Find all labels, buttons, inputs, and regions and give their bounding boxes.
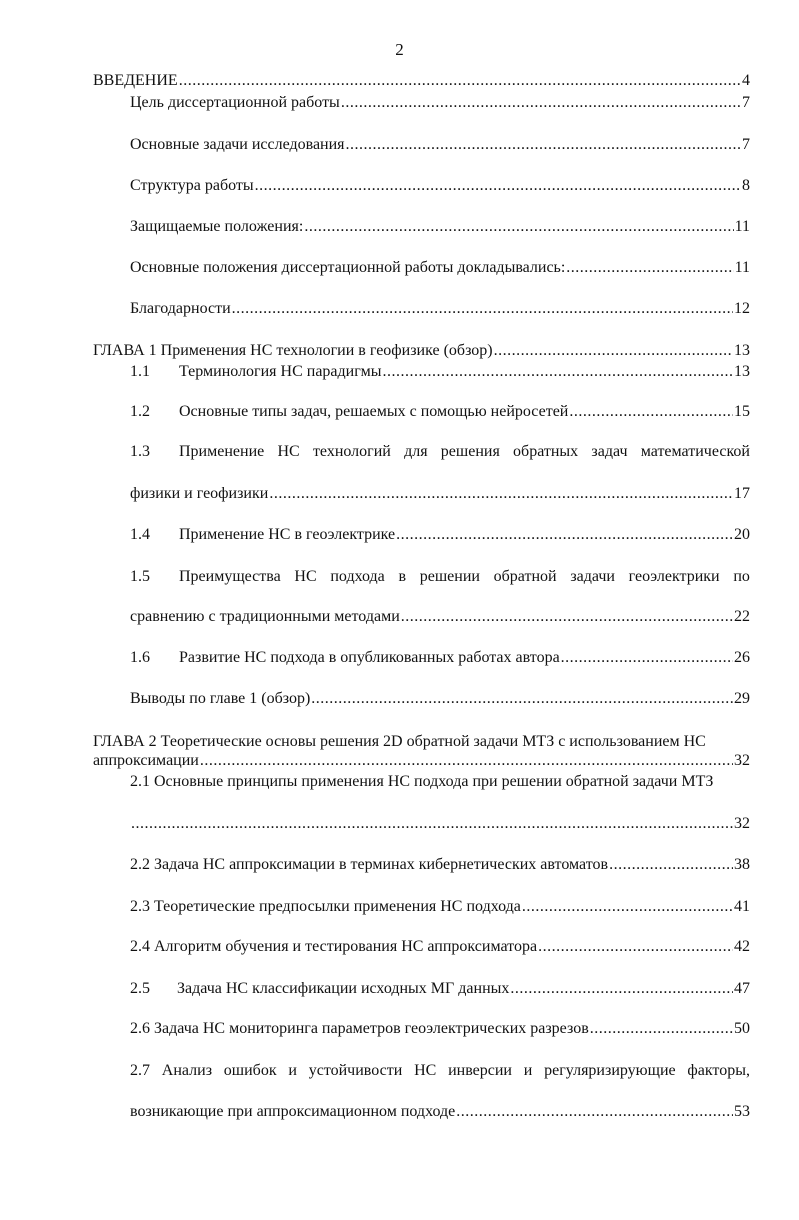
toc-page: 32 (734, 815, 750, 832)
toc-leader (200, 751, 733, 771)
toc-word: в (398, 568, 407, 585)
toc-page: 41 (734, 898, 750, 915)
toc-entry[interactable] (130, 855, 750, 875)
toc-page: 22 (734, 608, 750, 625)
toc-leader (346, 135, 741, 155)
toc-title: Цель диссертационной работы (130, 94, 340, 111)
toc-entry[interactable] (130, 648, 750, 668)
toc-word: по (733, 568, 750, 585)
toc-entry-chapter-2[interactable] (93, 751, 750, 771)
toc-page: 7 (742, 94, 750, 111)
toc-title: 2.2 Задача НС аппроксимации в терминах кибернетических автоматов (130, 856, 609, 873)
toc-entry-intro[interactable] (93, 71, 750, 91)
toc-leader (232, 299, 733, 319)
toc-num: 1.2 (130, 403, 150, 420)
toc-entry[interactable] (130, 1102, 750, 1122)
toc-chapter-2-title[interactable]: ГЛАВА 2 Теоретические основы решения 2D обратной задачи МТЗ с использованием НС (93, 733, 706, 750)
toc-word: 2.7 (130, 1062, 150, 1079)
toc-entry[interactable] (130, 217, 750, 237)
toc-leader (494, 341, 733, 361)
toc-page: 50 (734, 1020, 750, 1037)
toc-word: решении (419, 568, 480, 585)
toc-title[interactable]: 2.1 Основные принципы применения НС подхода при решении обратной задачи МТЗ (130, 773, 714, 790)
toc-leader (590, 1019, 733, 1039)
toc-entry[interactable] (130, 1019, 750, 1039)
toc-word: задачи (570, 568, 615, 585)
toc-page: 13 (734, 342, 750, 359)
toc-leader (401, 607, 733, 627)
toc-word: и (523, 1062, 533, 1079)
toc-title: Выводы по главе 1 (обзор) (130, 690, 311, 707)
toc-entry[interactable] (130, 484, 750, 504)
toc-title: Задача НС классификации исходных МГ данных (177, 980, 510, 997)
toc-leader (255, 176, 741, 196)
toc-word: инверсии (448, 1062, 512, 1079)
toc-leader (522, 897, 733, 917)
toc-leader (311, 689, 733, 709)
toc-page: 20 (734, 526, 750, 543)
toc-num: 1.1 (130, 363, 150, 380)
toc-leader (269, 484, 733, 504)
toc-word: Преимущества (179, 568, 281, 585)
toc-leader (561, 648, 733, 668)
toc-entry[interactable] (130, 689, 750, 709)
toc-word: для (404, 443, 428, 460)
toc-word: Анализ (161, 1062, 213, 1079)
page-number: 2 (395, 40, 404, 59)
toc-page: 13 (734, 363, 750, 380)
toc-title: аппроксимации (93, 752, 199, 769)
toc-title: 2.3 Теоретические предпосылки применения НС подхода (130, 898, 521, 915)
toc-entry[interactable] (130, 937, 750, 957)
toc-title: 2.6 Задача НС мониторинга параметров геоэлектрических разрезов (130, 1020, 589, 1037)
toc-entry[interactable] (130, 402, 750, 422)
toc-word: технологий (312, 443, 391, 460)
toc-leader (510, 979, 733, 999)
toc-page: 47 (734, 980, 750, 997)
toc-page: 11 (734, 259, 750, 276)
toc-title: возникающие при аппроксимационном подходе (130, 1103, 456, 1120)
toc-num: 1.5 (130, 568, 150, 585)
toc-entry[interactable] (130, 93, 750, 113)
toc-num: 1.4 (130, 526, 150, 543)
toc-word: НС (294, 568, 317, 585)
toc-title: Благодарности (130, 300, 231, 317)
toc-entry[interactable] (130, 897, 750, 917)
toc-title: Основные положения диссертационной работы докладывались: (130, 259, 566, 276)
toc-word: обратной (493, 568, 557, 585)
toc-page: 11 (734, 218, 750, 235)
toc-leader (566, 258, 733, 278)
toc-leader (179, 71, 741, 91)
toc-word: ошибок (223, 1062, 277, 1079)
toc-num: 1.3 (130, 443, 150, 460)
toc-word: и (288, 1062, 297, 1079)
toc-word: НС (277, 443, 300, 460)
toc-title: ВВЕДЕНИЕ (93, 72, 178, 89)
toc-leader (341, 93, 741, 113)
toc-title: ГЛАВА 1 Применения НС технологии в геофизике (обзор) (93, 342, 493, 359)
toc-page: 53 (734, 1103, 750, 1120)
toc-entry[interactable] (130, 607, 750, 627)
toc-title-line (179, 442, 750, 462)
toc-entry[interactable] (130, 814, 750, 834)
toc-leader (456, 1102, 733, 1122)
toc-entry[interactable] (130, 176, 750, 196)
toc-page: 15 (734, 403, 750, 420)
toc-entry-chapter-1[interactable] (93, 341, 750, 361)
toc-title: Защищаемые положения: (130, 218, 304, 235)
toc-num: 1.6 (130, 649, 150, 666)
toc-entry[interactable] (130, 299, 750, 319)
toc-entry[interactable] (130, 362, 750, 382)
toc-leader (131, 814, 733, 834)
toc-word: обратных (513, 443, 579, 460)
toc-word: математической (640, 443, 750, 460)
toc-word: факторы, (687, 1062, 750, 1079)
toc-page: 8 (742, 177, 750, 194)
toc-word: подхода (330, 568, 385, 585)
toc-word: решения (440, 443, 500, 460)
toc-word: регуляризирующие (544, 1062, 676, 1079)
toc-leader (396, 525, 733, 545)
toc-num: 2.5 (130, 980, 150, 997)
toc-title: Терминология НС парадигмы (179, 363, 382, 380)
toc-word: задач (591, 443, 628, 460)
toc-title-line (179, 567, 750, 587)
toc-title: Основные задачи исследования (130, 136, 345, 153)
toc-title: Развитие НС подхода в опубликованных работах автора (179, 649, 560, 666)
toc-page: 26 (734, 649, 750, 666)
toc-entry[interactable] (130, 525, 750, 545)
toc-leader (569, 402, 733, 422)
toc-page: 12 (734, 300, 750, 317)
toc-word: устойчивости (308, 1062, 403, 1079)
toc-title: физики и геофизики (130, 485, 269, 502)
toc-title: 2.4 Алгоритм обучения и тестирования НС аппроксиматора (130, 938, 538, 955)
toc-title-line (130, 1061, 750, 1081)
toc-word: НС (414, 1062, 437, 1079)
toc-entry[interactable] (130, 135, 750, 155)
toc-word: геоэлектрики (628, 568, 720, 585)
toc-page: 17 (734, 485, 750, 502)
toc-page: 29 (734, 690, 750, 707)
toc-title: Применение НС в геоэлектрике (179, 526, 396, 543)
toc-leader (538, 937, 733, 957)
toc-page: 32 (734, 752, 750, 769)
toc-page: 4 (742, 72, 750, 89)
toc-entry[interactable] (130, 979, 750, 999)
toc-leader (304, 217, 733, 237)
toc-title: Основные типы задач, решаемых с помощью нейросетей (179, 403, 569, 420)
toc-title: сравнению с традиционными методами (130, 608, 400, 625)
toc-leader (382, 362, 733, 382)
toc-page: 38 (734, 856, 750, 873)
toc-title: Структура работы (130, 177, 254, 194)
toc-word: Применение (179, 443, 265, 460)
toc-leader (609, 855, 733, 875)
toc-page: 7 (742, 136, 750, 153)
toc-entry[interactable] (130, 258, 750, 278)
toc-page: 42 (734, 938, 750, 955)
